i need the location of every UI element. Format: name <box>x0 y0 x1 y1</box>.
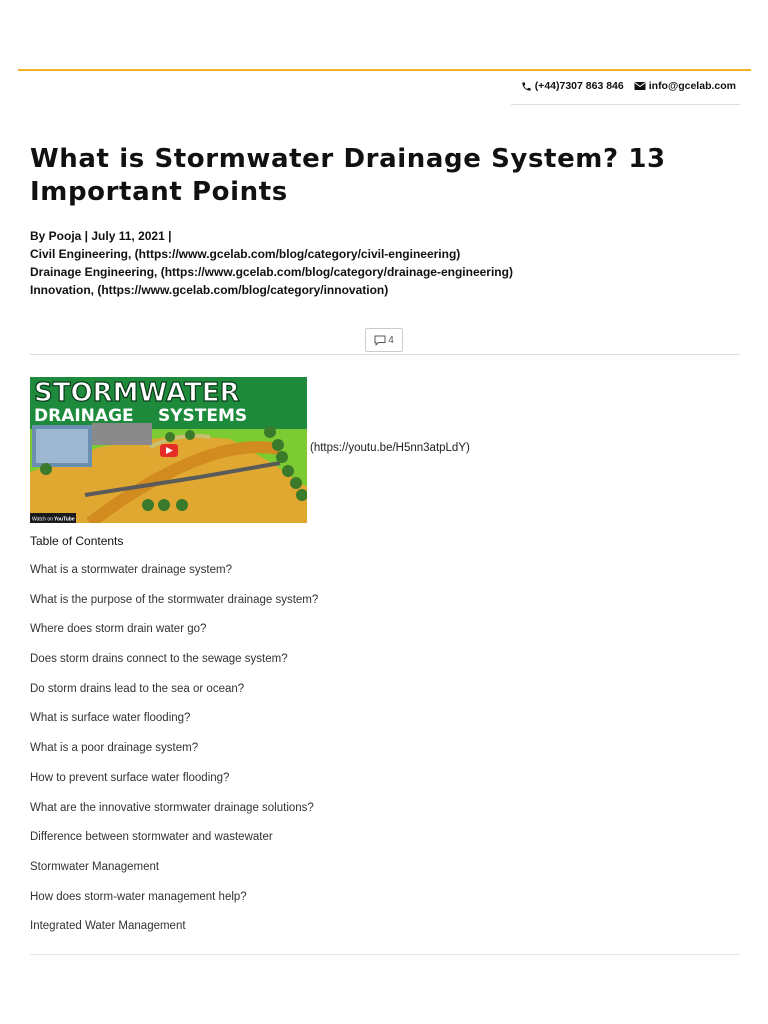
youtube-label: YouTube <box>54 516 75 523</box>
toc-bottom-divider <box>30 954 740 955</box>
category-civil-engineering[interactable]: Civil Engineering, (https://www.gcelab.com/blog/category/civil-engineering) <box>30 247 461 261</box>
toc-item[interactable]: Difference between stormwater and wastewater <box>30 831 273 844</box>
comment-icon <box>374 335 386 346</box>
toc-item[interactable]: What is surface water flooding? <box>30 712 191 725</box>
contact-divider <box>511 104 740 105</box>
video-link[interactable]: (https://youtu.be/H5nn3atpLdY) <box>310 442 470 454</box>
article-byline: By Pooja | July 11, 2021 | <box>30 229 172 243</box>
email-link[interactable] <box>634 80 736 92</box>
article-meta <box>30 227 513 299</box>
category-innovation[interactable]: Innovation, (https://www.gcelab.com/blog/category/innovation) <box>30 283 389 297</box>
video-title-line1: STORMWATER <box>34 378 240 408</box>
category-drainage-engineering[interactable]: Drainage Engineering, (https://www.gcelab.com/blog/category/drainage-engineering) <box>30 265 513 279</box>
toc-title: Table of Contents <box>30 534 124 548</box>
toc-item[interactable]: Stormwater Management <box>30 860 160 873</box>
toc-item[interactable]: What are the innovative stormwater drainage solutions? <box>30 801 314 814</box>
toc-item[interactable]: What is a poor drainage system? <box>30 742 199 755</box>
comments-button[interactable] <box>365 328 403 352</box>
watch-on-label: Watch on <box>32 516 53 523</box>
envelope-icon <box>634 81 646 91</box>
toc-item[interactable]: Where does storm drain water go? <box>30 623 207 636</box>
comment-count: 4 <box>388 334 394 346</box>
phone-icon <box>521 81 532 92</box>
toc-item[interactable]: What is the purpose of the stormwater drainage system? <box>30 593 319 606</box>
phone-number: (+44)7307 863 846 <box>534 80 624 92</box>
email-address: info@gcelab.com <box>648 80 736 92</box>
toc-item[interactable]: How to prevent surface water flooding? <box>30 771 230 784</box>
stormwater-illustration <box>30 377 307 523</box>
contact-bar <box>521 80 736 92</box>
header-accent-rule <box>18 69 751 71</box>
play-icon <box>160 444 178 457</box>
video-thumbnail[interactable] <box>30 377 307 523</box>
toc-item[interactable]: What is a stormwater drainage system? <box>30 564 232 576</box>
phone-link[interactable] <box>521 80 624 92</box>
section-divider <box>30 354 740 355</box>
video-title-systems: SYSTEMS <box>158 406 248 426</box>
toc-item[interactable]: Does storm drains connect to the sewage system? <box>30 653 288 666</box>
article-title: What is Stormwater Drainage System? 13 Important Points <box>30 144 666 207</box>
toc-item[interactable]: Integrated Water Management <box>30 920 186 933</box>
video-title-drainage: DRAINAGE <box>34 406 134 426</box>
toc-item[interactable]: How does storm-water management help? <box>30 890 247 903</box>
toc-list <box>30 564 318 950</box>
toc-item[interactable]: Do storm drains lead to the sea or ocean? <box>30 682 245 695</box>
